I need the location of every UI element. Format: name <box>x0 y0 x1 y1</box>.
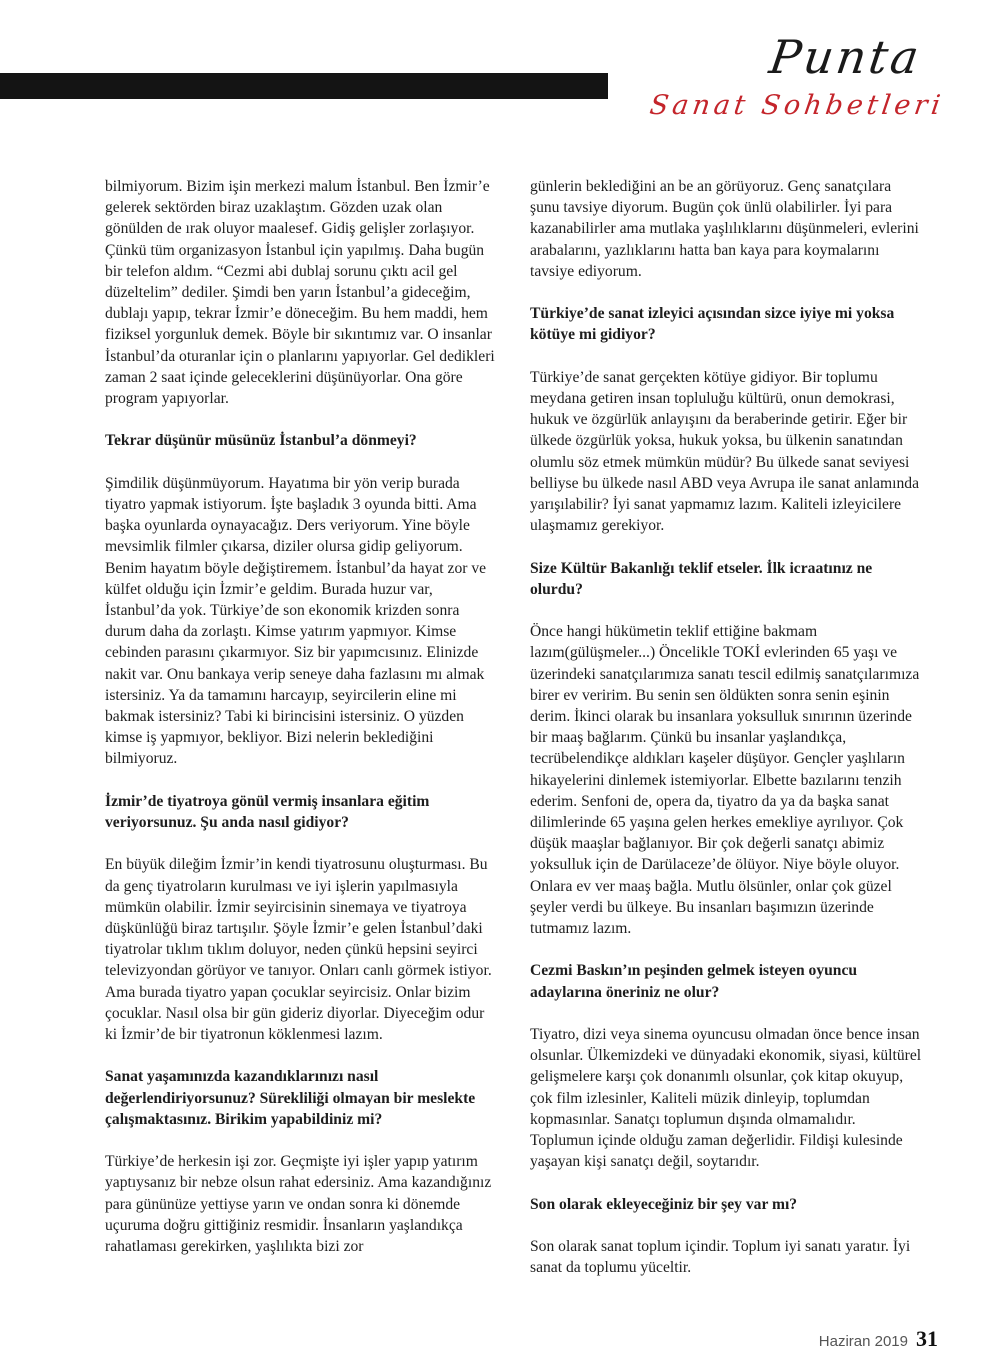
answer-paragraph: Tiyatro, dizi veya sinema oyuncusu olmadan önce bence insan olsunlar. Ülkemizdeki ve dünyadaki ekonomik, siyasi, kültürel gelişmelere karşı çok donanımlı olsunlar, çok kitap okuyup, çok film izlesinler, Kaliteli müzik dinleyip, toplumdan kopmasınlar. Sanatçı toplumun dışında olmamalıdır. Toplumun içinde olduğu zaman değerlidir. Fildişi kulesinde yaşayan kişi sanatçı değil, soytarıdır. <box>530 1026 922 1171</box>
question-heading: Size Kültür Bakanlığı teklif etseler. İlk icraatınız ne olurdu? <box>530 559 873 598</box>
logo-subtitle: Sanat Sohbetleri <box>647 90 947 121</box>
question-heading: İzmir’de tiyatroya gönül vermiş insanlara eğitim veriyorsunuz. Şu anda nasıl gidiyor? <box>105 792 430 832</box>
answer-paragraph: Önce hangi hükümetin teklif ettiğine bakmam lazım(gülüşmeler...) Öncelikle TOKİ evlerinden 65 yaşı ve üzerindeki sanatçılarımıza sanatı tescil edilmiş sanatçılarımıza birer ev veririm. Bu senin sen öldükten sonra senin eşinin derim. İkinci olarak bu insanlara yoksulluk sınırının üzerinde bir maaş bağlarım. Çünkü bu insanlar yaşlandıkça, tecrübelendikçe aldıkları kaşeler düşüyor. Gençler yaşlıların hikayelerini dinlemek istemiyorlar. Elbette bazılarını tenzih ederim. Senfoni de, opera da, tiyatro da ya da başka sanat dilimlerinde 65 yaşına gelen herkes emekliye ayrılıyor. Çok düşük maaşlar bağlanıyor. Bir çok değerli sanatçı abimiz yoksulluk için de Darülaceze’de ölüyor. Niye böyle oluyor. Onlara ev ver maaş bağla. Mutlu ölsünler, onlar çok güzel şeyler verdi bu ülkeye. Bu insanları başımızın üzerinde tutmamız lazım. <box>530 623 920 938</box>
header-bar <box>0 73 608 99</box>
question-heading: Türkiye’de sanat izleyici açısından sizce iyiye mi yoksa kötüye mi gidiyor? <box>530 305 895 344</box>
question-heading: Tekrar düşünür müsünüz İstanbul’a dönmeyi? <box>105 432 417 450</box>
question-heading: Sanat yaşamınızda kazandıklarınızı nasıl değerlendiriyorsunuz? Sürekliliği olmayan bir meslekte çalışmaktasınız. Birikim yapabildiniz mi? <box>105 1068 476 1128</box>
question-heading: Son olarak ekleyeceğiniz bir şey var mı? <box>530 1195 798 1213</box>
answer-paragraph: günlerin beklediğini an be an görüyoruz. Genç sanatçılara şunu tavsiye diyorum. Bugün çok ünlü olabilirler. İyi para kazanabilirler ama mutlaka yaşlılıklarını düşünmeleri, evlerini arabalarını, yazlıklarını hatta ban kaya para koymalarını tavsiye ediyorum. <box>530 178 919 280</box>
answer-paragraph: Şimdilik düşünmüyorum. Hayatıma bir yön verip burada tiyatro yapmak istiyorum. İşte başladık 3 oyunda bitti. Ama başka oyunlarda oynayacağız. Ders veriyorum. Yine böyle mevsimlik filmler çıkarsa, diziler olursa gidip geliyorum. Benim hayatım böyle değiştiremem. İstanbul’da hayat zor ve külfet olduğu için İzmir’e geldim. Burada huzur var, İstanbul’da yok. Türkiye’de son ekonomik krizden sonra durum daha da zorlaştı. Kimse yatırım yapmıyor. Kimse cebinden parasını çıkarmıyor. Siz bir yapımcısınız. Elinizde nakit var. Onu bankaya verip seneye daha fazlasını mı almak istersiniz. Ya da tamamını harcayıp, seyircilerin eline mi bakmak istersiniz? Tabi ki birincisini istersiniz. O yüzden kimse iş yapmıyor, bekliyor. Bizi nelerin beklediğini bilmiyoruz. <box>105 474 487 768</box>
page-footer <box>819 1326 938 1356</box>
answer-paragraph: bilmiyorum. Bizim işin merkezi malum İstanbul. Ben İzmir’e gelerek sektörden biraz uzaklaştım. Gözden uzak olan gönülden de ırak oluyor maalesef. Gidiş gelişler zorlaşıyor. Çünkü tüm organizasyon İstanbul için yapılmış. Daha bugün bir telefon aldım. “Cezmi abi dublaj sorunu çıktı acil gel düzeltelim” dediler. Şimdi ben yarın İstanbul’a gideceğim, dublajı yapıp, tekrar İzmir’e döneceğim. Bu hem maddi, hem fiziksel yorgunluk demek. Böyle bir sıkıntımız var. O insanlar İstanbul’da oturanlar için o planlarını yapıyorlar. Gel dedikleri zaman 2 saat içinde geleceklerini düşünüyorlar. Ona göre program yapıyorlar. <box>105 178 495 408</box>
issue-date: Haziran 2019 <box>818 1333 908 1350</box>
page-number: 31 <box>916 1326 938 1351</box>
answer-paragraph: Türkiye’de herkesin işi zor. Geçmişte iyi işler yapıp yatırım yaptıysanız bir nebze olsun rahat edersiniz. Ama kazandığınız para gününüze yettiyse yarın ve ondan sonra ki dönemde uçuruma doğru gittiğiniz resmidir. İnsanların yaşlandıkça rahatlaması gerekirken, yaşlılıkta bizi zor <box>105 1153 492 1256</box>
article-right-column <box>530 176 922 1300</box>
answer-paragraph: Son olarak sanat toplum içindir. Toplum iyi sanatı yaratır. İyi sanat da toplumu yüceltir. <box>530 1238 911 1277</box>
article-left-column <box>105 176 495 1278</box>
answer-paragraph: Türkiye’de sanat gerçekten kötüye gidiyor. Bir toplumu meydana getiren insan topluluğu kültürü, onun demokrasi, hukuk ve özgürlük anlayışını da beraberinde getirir. Eğer bir ülkede özgürlük yoksa, hukuk yoksa, bu ülkenin sanatından olumlu söz etmek mümkün müdür? Bu ülkede sanat seviyesi belliyse bu ülkede nasıl ABD veya Avrupa ile sanat anlamında yarışılabilir? İyi sanat yapmamız lazım. Kaliteli izleyicilere ulaşmamız gerekiyor. <box>530 368 920 535</box>
question-heading: Cezmi Baskın’ın peşinden gelmek isteyen oyuncu adaylarına öneriniz ne olur? <box>530 962 858 1001</box>
logo-title: Punta <box>766 30 925 84</box>
magazine-logo <box>630 30 980 140</box>
answer-paragraph: En büyük dileğim İzmir’in kendi tiyatrosunu oluşturması. Bu da genç tiyatroların kurulması ve iyi işlerin yapılmasıyla mümkün olabilir. İzmir seyircisinin sinemaya ve tiyatroya düşkünlüğü biraz tartışılır. Şöyle İzmir’e gelen İstanbul’daki tiyatrolar tıklım tıklım doluyor, neden çünkü hepsini seyirci televizyondan görüyor ve tanıyor. Onları canlı görmek istiyor. Ama burada tiyatro yapan çocuklar seyircisiz. Onlar bizim çocuklar. Nasıl olsa bir gün gideriz diyorlar. Diyeceğim odur ki İzmir’de bir tiyatronun köklenmesi lazım. <box>105 856 492 1044</box>
